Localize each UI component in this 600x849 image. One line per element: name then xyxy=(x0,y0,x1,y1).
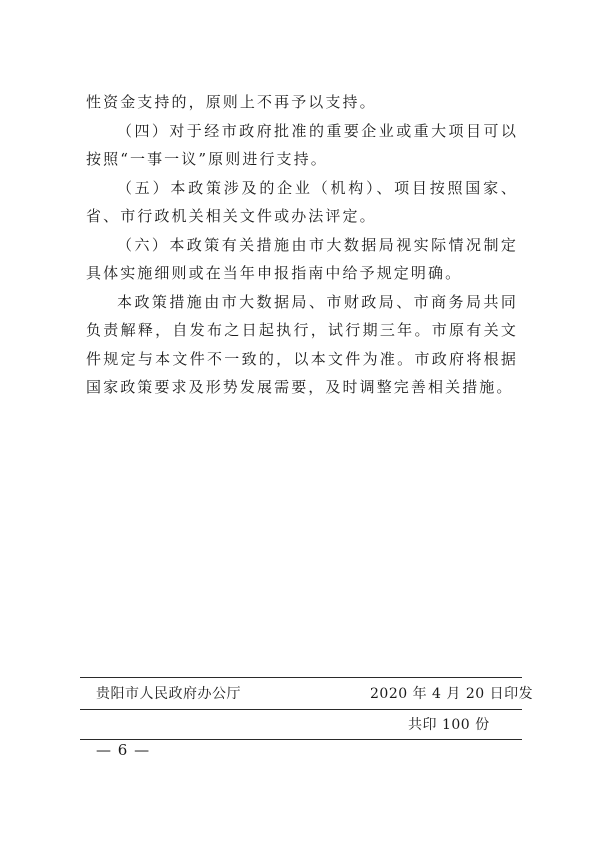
imprint-print-date: 2020 年 4 月 20 日印发 xyxy=(370,686,534,702)
imprint-bottom-rule xyxy=(80,739,522,740)
paragraph: （五）本政策涉及的企业（机构）、项目按照国家、省、市行政机关相关文件或办法评定。 xyxy=(86,178,518,225)
paragraph: （六）本政策有关措施由市大数据局视实际情况制定具体实施细则或在当年申报指南中给予规定明确。 xyxy=(86,235,518,282)
page-number: — 6 — xyxy=(96,741,151,759)
document-body xyxy=(86,88,518,402)
imprint-middle-rule xyxy=(80,709,522,710)
paragraph: （四）对于经市政府批准的重要企业或重大项目可以按照“一事一议”原则进行支持。 xyxy=(86,121,518,168)
imprint-organization: 贵阳市人民政府办公厅 xyxy=(96,686,241,702)
imprint-top-rule xyxy=(80,677,522,678)
imprint-copies: 共印 100 份 xyxy=(408,717,490,733)
paragraph: 性资金支持的，原则上不再予以支持。 xyxy=(86,93,377,111)
paragraph: 本政策措施由市大数据局、市财政局、市商务局共同负责解释，自发布之日起执行，试行期三年。市原有关文件规定与本文件不一致的，以本文件为准。市政府将根据国家政策要求及形势发展需要，及时调整完善相关措施。 xyxy=(86,292,518,396)
